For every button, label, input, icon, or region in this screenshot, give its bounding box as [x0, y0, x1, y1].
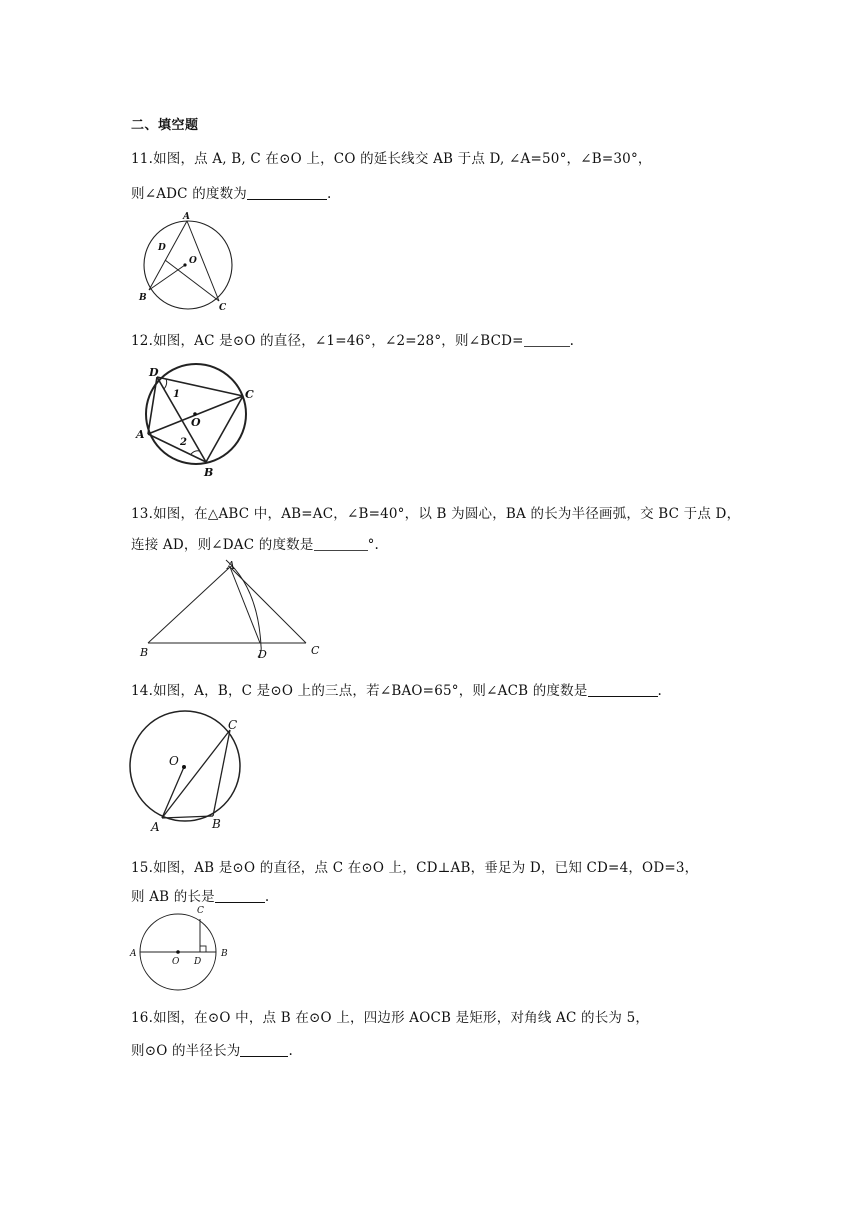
q13-answer-blank[interactable]	[314, 536, 368, 551]
q12-label-b: B	[204, 466, 214, 479]
q14-line-1-text: 14.如图，A，B，C 是⊙O 上的三点，若∠BAO=65°，则∠ACB 的度数是	[131, 683, 588, 699]
q11-line-1: 11.如图，点 A, B, C 在⊙O 上，CO 的延长线交 AB 于点 D, ∠A=50°，∠B=30°，	[131, 151, 652, 167]
q14-suffix: .	[657, 683, 663, 699]
q15-label-o: O	[172, 957, 180, 967]
q14-answer-blank[interactable]	[588, 682, 658, 697]
q11-suffix: .	[327, 186, 332, 202]
q16-suffix: .	[288, 1043, 293, 1059]
q12-line-1	[131, 329, 574, 349]
q15-suffix: .	[264, 889, 270, 905]
q15-label-b: B	[221, 949, 228, 959]
q14-figure	[127, 710, 252, 832]
q16-line-2-text: 则⊙O 的半径长为	[131, 1043, 241, 1059]
q12-label-angle-1: 1	[173, 389, 180, 400]
q12-label-d: D	[149, 366, 159, 379]
q12-label-a: A	[136, 428, 145, 441]
q12-figure	[133, 356, 263, 481]
q15-label-d: D	[194, 957, 202, 967]
q16-line-1: 16.如图，在⊙O 中，点 B 在⊙O 上，四边形 AOCB 是矩形，对角线 AC 的长为 5，	[131, 1010, 650, 1026]
q15-line-1: 15.如图，AB 是⊙O 的直径，点 C 在⊙O 上，CD⊥AB，垂足为 D，已知 CD=4，OD=3，	[131, 860, 699, 876]
q16-answer-blank[interactable]	[240, 1042, 288, 1057]
q12-label-angle-2: 2	[180, 437, 187, 448]
q12-label-o: O	[191, 416, 201, 429]
q15-label-c: C	[197, 906, 204, 916]
q11-label-c: C	[219, 303, 227, 313]
section-title: 二、填空题	[131, 118, 199, 133]
q12-label-c: C	[245, 388, 254, 401]
q13-label-c: C	[311, 644, 320, 657]
q12-line-1-text: 12.如图，AC 是⊙O 的直径，∠1=46°，∠2=28°，则∠BCD=	[131, 333, 524, 349]
q14-label-a: A	[151, 820, 160, 834]
q13-line-2-text: 连接 AD，则∠DAC 的度数是	[131, 537, 314, 553]
q11-answer-blank[interactable]	[247, 185, 327, 200]
q12-suffix: .	[569, 333, 575, 349]
q13-line-2	[131, 533, 379, 553]
q13-figure	[138, 558, 338, 660]
q16-line-2	[131, 1039, 293, 1059]
q14-label-o: O	[169, 754, 179, 768]
q11-line-2	[131, 182, 332, 202]
q11-line-2-text: 则∠ADC 的度数为	[131, 186, 248, 202]
q13-suffix: °.	[367, 537, 380, 553]
q14-label-c: C	[228, 718, 238, 732]
q11-label-a: A	[183, 212, 190, 222]
q15-answer-blank[interactable]	[215, 888, 265, 903]
q11-label-o: O	[189, 256, 197, 266]
q13-label-d: D	[258, 648, 267, 661]
q13-line-1: 13.如图，在△ABC 中，AB=AC，∠B=40°，以 B 为圆心，BA 的长为半径画弧，交 BC 于点 D，	[131, 506, 741, 522]
q15-figure	[128, 902, 238, 992]
q13-label-a: A	[227, 559, 235, 572]
q15-label-a: A	[130, 949, 137, 959]
q13-label-b: B	[140, 646, 149, 659]
q11-label-b: B	[139, 293, 147, 303]
q12-answer-blank[interactable]	[524, 332, 570, 347]
q11-figure	[135, 205, 240, 315]
q14-label-b: B	[212, 817, 221, 831]
q15-line-2-text: 则 AB 的长是	[131, 889, 215, 905]
q11-label-d: D	[158, 243, 166, 253]
q14-line-1	[131, 679, 662, 699]
